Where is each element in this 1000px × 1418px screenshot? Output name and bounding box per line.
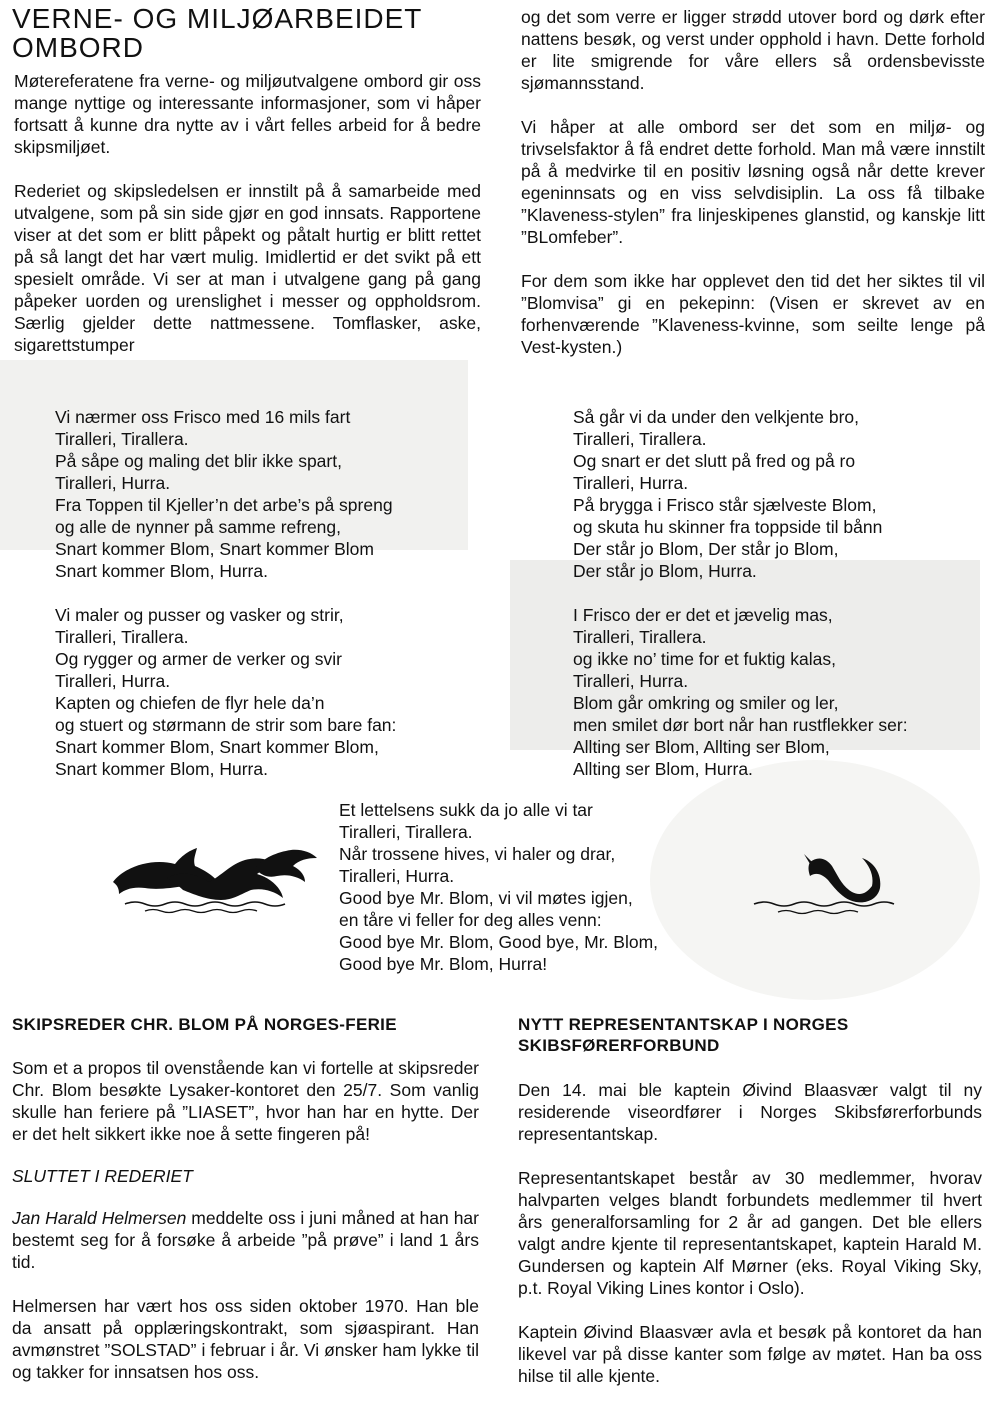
song-stanza [573,604,908,780]
song-line: Good bye Mr. Blom, Hurra! [339,954,548,974]
blom-paragraph: Som et a propos til ovenstående kan vi fortelle at skipsreder Chr. Blom besøkte Lysaker-kontoret den 25/7. Som vanlig skulle han feriere på ”LIASET”, hvor han har en hytte. Der er det helt sikkert ikke noe å sette fingeren på! [12,1058,479,1144]
helmersen-history: Helmersen har vært hos oss siden oktober 1970. Han ble da ansatt på opplæringskontrakt, som sjøaspirant. Han avmønstret ”SOLSTAD” i februar i år. Vi ønsker ham lykke til og takker for innsatsen hos oss. [12,1296,479,1382]
song-line: Allting ser Blom, Hurra. [573,759,753,779]
song-line: Så går vi da under den velkjente bro, [573,407,860,427]
person-name: Jan Harald Helmersen [12,1208,187,1228]
song-line: Snart kommer Blom, Snart kommer Blom, [55,737,379,757]
song-line: Snart kommer Blom, Snart kommer Blom [55,539,374,559]
song-line: Snart kommer Blom, Hurra. [55,561,268,581]
title-line-1: VERNE- OG MILJØARBEIDET [12,3,423,34]
song-line: Vi nærmer oss Frisco med 16 mils fart [55,407,351,427]
song-center [339,799,658,975]
song-line: og ikke no’ time for et fuktig kalas, [573,649,836,669]
intro-paragraph: Rederiet og skipsledelsen er innstilt på å samarbeide med utvalgene, som på sin side gjør en god innsats. Rapportene viser at det som er blitt påpekt og påtalt hurtig er blitt rettet på så langt det har vært mulig. Imidlertid er det svikt på ett spesielt område. Vi ser at man i utvalgene gang på gang påpeker uorden og urenslighet i messer og oppholdsrom. Særlig gjelder dette nattmessene. Tomflasker, aske, sigarettstumper [14,181,481,355]
representantskap-paragraph: Den 14. mai ble kaptein Øivind Blaasvær valgt til ny residerende viseordfører i Norges Skibsførerforbunds representantskap. [518,1080,982,1144]
song-line: Tiralleri, Hurra. [55,473,171,493]
song-line: Og rygger og armer de verker og svir [55,649,342,669]
song-line: På såpe og maling det blir ikke spart, [55,451,342,471]
right-paragraph: og det som verre er ligger strødd utover bord og dørk efter nattens besøk, og verst under opphold i havn. Dette forhold er lite smigrende for våre ellers så ordensbevisste sjømannsstand. [521,7,985,93]
song-stanza [573,406,908,582]
song-line: Tiralleri, Hurra. [573,671,689,691]
title-line-2: OMBORD [12,32,144,63]
helmersen-paragraph [12,1207,479,1273]
section-blom-text [12,1057,479,1383]
song-line: Et lettelsens sukk da jo alle vi tar [339,800,593,820]
section-heading-representantskap [518,1014,988,1056]
song-line: og stuert og størmann de strir som bare fan: [55,715,397,735]
song-line: Tiralleri, Tirallera. [339,822,473,842]
song-line: men smilet dør bort når han rustflekker ser: [573,715,908,735]
song-stanza [55,406,396,582]
song-stanza [55,604,396,780]
song-line: Og snart er det slutt på fred og på ro [573,451,856,471]
right-paragraph: For dem som ikke har opplevet den tid det her siktes til vil ”Blomvisa” gi en pekepinn: (Visen er skrevet av en forhenværende ”Klaveness-kvinne, som seilte lenge på Vest-kysten.) [521,271,985,357]
heading-line: SKIBSFØRERFORBUND [518,1036,720,1055]
song-line: Tiralleri, Tirallera. [573,627,707,647]
song-line: Tiralleri, Tirallera. [55,429,189,449]
song-line: Good bye Mr. Blom, vi vil møtes igjen, [339,888,633,908]
song-line: Allting ser Blom, Allting ser Blom, [573,737,830,757]
subheading-sluttet: SLUTTET I REDERIET [12,1166,193,1186]
intro-paragraph: Møtereferatene fra verne- og miljøutvalgene ombord gir oss mange nyttige og interessante informasjoner, som vi håper fortsatt å kunne dra nytte av i vårt felles arbeid for å bedre skipsmiljøet. [14,71,481,157]
song-line: og skuta hu skinner fra toppside til bånn [573,517,883,537]
song-line: Tiralleri, Hurra. [573,473,689,493]
song-line: Der står jo Blom, Der står jo Blom, [573,539,839,559]
song-line: Kapten og chiefen de flyr hele da’n [55,693,325,713]
right-paragraph: Vi håper at alle ombord ser det som en miljø- og trivselsfaktor å få endret dette forhold. Man må være innstilt på å medvirke til en positiv løsning også når dette krever egeninnsats og en viss selvdisiplin. La oss få tilbake ”Klaveness-stylen” fra linjeskipenes glanstid, og kanskje litt ”BLomfeber”. [521,117,985,247]
song-line: Tiralleri, Hurra. [339,866,455,886]
song-line: en tåre vi feller for deg alles venn: [339,910,602,930]
page-title [12,4,422,62]
heading-line: NYTT REPRESENTANTSKAP I NORGES [518,1015,849,1034]
section-heading-blom: SKIPSREDER CHR. BLOM PÅ NORGES-FERIE [12,1015,397,1034]
dolphin-illustration-right [748,850,898,920]
song-line: Når trossene hives, vi haler og drar, [339,844,616,864]
song-line: Tiralleri, Tirallera. [55,627,189,647]
song-line: Snart kommer Blom, Hurra. [55,759,268,779]
song-left [55,406,396,802]
helmersen-text: meddelte oss i juni måned at han har bestemt seg for å forsøke å arbeide ”på prøve” i land 1 års tid. [12,1208,479,1272]
intro-text [14,70,481,356]
song-line: Blom går omkring og smiler og ler, [573,693,839,713]
song-line: I Frisco der er det et jævelig mas, [573,605,833,625]
song-line: Fra Toppen til Kjeller’n det arbe’s på spreng [55,495,393,515]
song-line: Tiralleri, Tirallera. [573,429,707,449]
section-representantskap-text [518,1079,982,1387]
dolphins-illustration-left [105,838,325,918]
song-line: Vi maler og pusser og vasker og strir, [55,605,344,625]
song-line: På brygga i Frisco står sjælveste Blom, [573,495,877,515]
representantskap-paragraph: Kaptein Øivind Blaasvær avla et besøk på kontoret da han likevel var på disse kanter som følge av møtet. Han ba oss hilse til alle kjente. [518,1322,982,1386]
song-line: Der står jo Blom, Hurra. [573,561,757,581]
right-intro-text [521,6,985,358]
song-line: Tiralleri, Hurra. [55,671,171,691]
song-line: og alle de nynner på samme refreng, [55,517,341,537]
representantskap-paragraph: Representantskapet består av 30 medlemmer, hvorav halvparten velges blandt forbundets medlemmer til hvert års generalforsamling for 2 år ad gangen. Det ble ellers valgt andre kjente til representantskapet, kaptein Harald M. Gundersen og kaptein Alf Mørner (eks. Royal Viking Sky, p.t. Royal Viking Lines kontor i Oslo). [518,1168,982,1298]
song-right [573,406,908,802]
song-line: Good bye Mr. Blom, Good bye, Mr. Blom, [339,932,659,952]
